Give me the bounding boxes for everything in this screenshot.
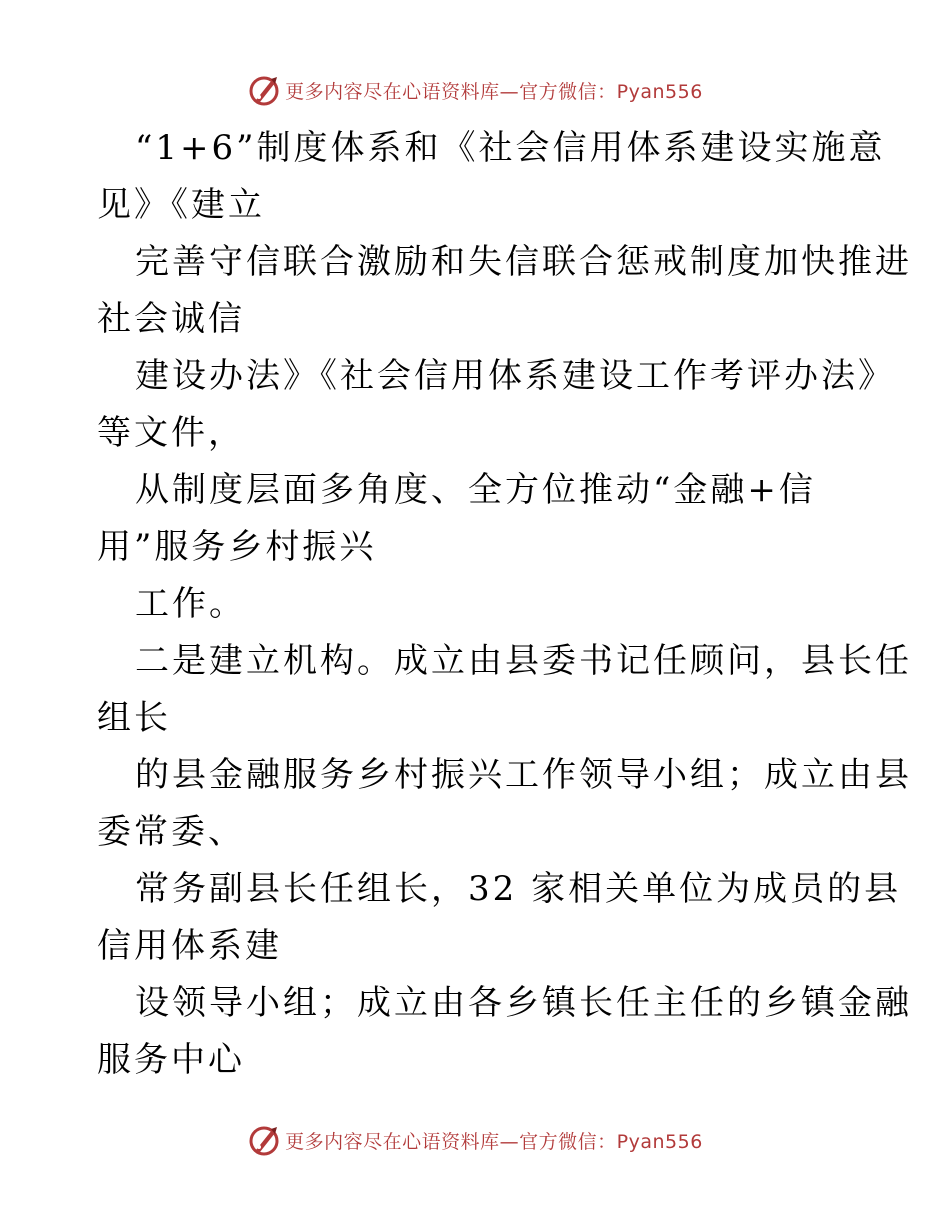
text-line: 用”服务乡村振兴 (97, 527, 377, 567)
text-line: 的县金融服务乡村振兴工作领导小组；成立由县 (135, 755, 912, 795)
text-line: 二是建立机构。成立由县委书记任顾问，县长任 (135, 641, 912, 681)
header-banner (0, 68, 950, 112)
text-line: 建设办法》《社会信用体系建设工作考评办法》 (135, 356, 895, 396)
text-line: 设领导小组；成立由各乡镇长任主任的乡镇金融 (135, 983, 912, 1023)
text-line: 委常委、 (97, 812, 245, 852)
text-line: 从制度层面多角度、全方位推动“金融+信 (135, 470, 816, 510)
text-line: 等文件， (97, 413, 245, 453)
document-body (97, 120, 912, 1089)
text-line: 信用体系建 (97, 926, 282, 966)
footer-banner (0, 1118, 950, 1162)
text-line: 完善守信联合激励和失信联合惩戒制度加快推进 (135, 242, 912, 282)
banner-text: 更多内容尽在心语资料库—官方微信：Pyan556 (285, 1130, 703, 1153)
text-line: “1+6”制度体系和《社会信用体系建设实施意 (135, 128, 886, 168)
text-line: 服务中心 (97, 1040, 245, 1080)
text-line: 见》《建立 (97, 185, 265, 225)
text-line: 组长 (97, 698, 171, 738)
quill-pen-seal-icon (247, 1123, 281, 1157)
banner-text: 更多内容尽在心语资料库—官方微信：Pyan556 (285, 80, 703, 103)
text-line: 工作。 (135, 584, 246, 624)
text-line: 社会诚信 (97, 299, 245, 339)
text-line: 常务副县长任组长，32 家相关单位为成员的县 (135, 869, 902, 909)
quill-pen-seal-icon (247, 73, 281, 107)
